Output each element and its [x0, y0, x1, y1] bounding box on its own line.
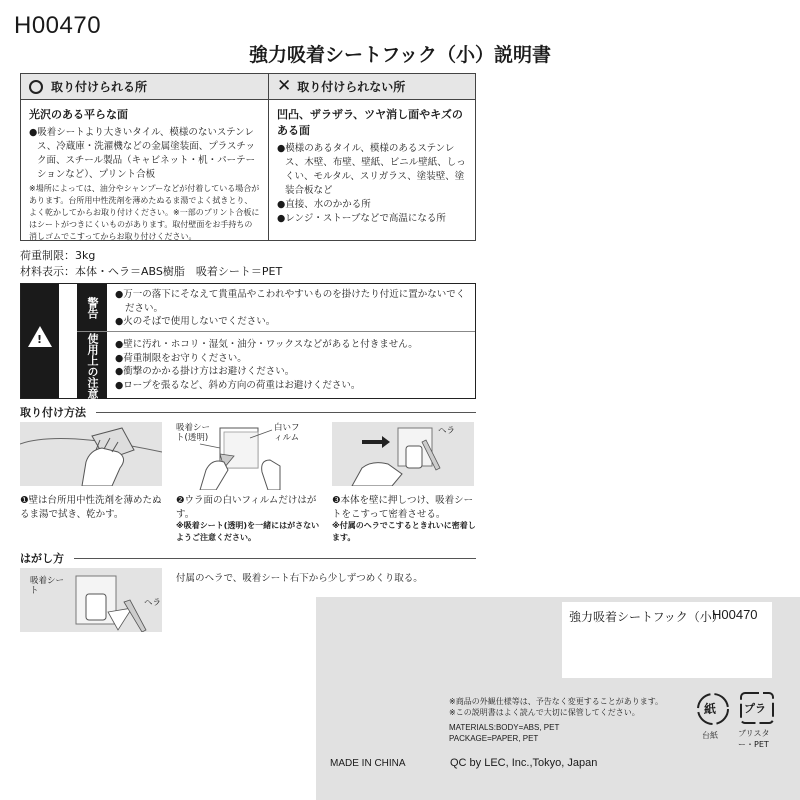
- caution-list: [115, 338, 469, 392]
- plastic-recycle-label: ブリスター・PET: [738, 729, 770, 749]
- install-heading-rule: [96, 412, 476, 413]
- ng-surfaces-header-text: 取り付けられない所: [297, 80, 406, 94]
- warning-divider: [77, 331, 475, 332]
- caution-item: ●荷重制限をお守りください。: [115, 352, 247, 364]
- ok-surfaces-header-text: 取り付けられる所: [51, 80, 148, 94]
- warning-list: [115, 288, 469, 329]
- caution-label: 使用上の注意: [77, 332, 107, 399]
- materials-en: MATERIALS:BODY=ABS, PET: [449, 723, 560, 732]
- circle-ok-icon: [29, 80, 43, 94]
- product-code: H00470: [14, 12, 102, 39]
- package-en: PACKAGE=PAPER, PET: [449, 734, 539, 743]
- ng-surface-item: ●模様のあるタイル、模様のあるステンレス、木壁、布壁、壁紙、ビニル壁紙、しっくい、モルタル、スリガラス、塗装壁、塗装合板など: [277, 143, 466, 196]
- removal-illustration: [20, 568, 162, 632]
- step1-illustration: [20, 422, 162, 486]
- removal-text: 付属のヘラで、吸着シート右下から少しずつめくり取る。: [176, 573, 423, 584]
- step2-note: ※吸着シート(透明)を一緒にはがさないようご注意ください。: [176, 521, 320, 542]
- removal-heading-rule: [74, 558, 476, 559]
- ng-surfaces-subheading: 凹凸、ザラザラ、ツヤ消し面やキズのある面: [277, 108, 463, 137]
- cross-ng-icon: ✕: [277, 76, 292, 96]
- package-note: ※この説明書はよく読んで大切に保管してください。: [449, 708, 640, 717]
- warning-box: [20, 283, 476, 399]
- load-limit: 荷重制限：3kg: [20, 249, 96, 262]
- warning-item: ●万一の落下にそなえて貴重品やこわれやすいものを掛けたり付近に置かないでください。: [115, 289, 466, 314]
- spatula-label: ヘラ: [438, 426, 456, 436]
- ok-surface-item: ●吸着シートより大きいタイル、模様のないステンレス、冷蔵庫・洗濯機などの金属塗装面、プラスチック面、スチール製品（キャビネット・机・パーテーションなど）、プリント合板: [29, 127, 256, 180]
- page-title: 強力吸着シートフック（小）説明書: [248, 44, 552, 66]
- removal-heading: はがし方: [20, 552, 64, 565]
- plastic-recycle-icon: [738, 690, 776, 726]
- ng-surface-item: ●直接、水のかかる所: [277, 199, 371, 210]
- step2-text: ❷ウラ面の白いフィルムだけはがす。: [176, 495, 317, 520]
- surfaces-table: [20, 73, 476, 241]
- ok-surfaces-header: [21, 74, 268, 100]
- step3-note: ※付属のヘラでこするときれいに密着します。: [332, 521, 476, 542]
- label-title: 強力吸着シートフック（小）: [569, 610, 724, 624]
- sheet-label: 吸着シート(透明): [176, 423, 211, 443]
- paper-mark-text: 紙: [704, 702, 717, 716]
- film-label: 白いフィルム: [274, 423, 300, 443]
- ng-surfaces-header: [269, 74, 475, 100]
- label-code: H00470: [712, 607, 758, 622]
- ng-surfaces-column: [269, 74, 475, 240]
- warning-sidebar: [21, 284, 59, 398]
- materials-spec: 材料表示：本体・ヘラ＝ABS樹脂 吸着シート＝PET: [20, 265, 283, 278]
- ok-surfaces-note: ※場所によっては、油分やシャンプーなどが付着している場合があります。台所用中性洗剤を薄めたぬるま湯でよく拭きとり、よく乾かしてからお取り付けください。※一部のプリント合板にはシートがつきにくいものがあります。取付壁面をお手持ちの消しゴムでこすってからお取り付けください。: [29, 184, 260, 241]
- caution-item: ●衝撃のかかる掛け方はお避けください。: [115, 366, 295, 377]
- made-in: MADE IN CHINA: [330, 758, 406, 769]
- hand-wiping-icon: [20, 422, 162, 486]
- plastic-mark-text: プラ: [744, 702, 766, 715]
- step3-text: ❸本体を壁に押しつけ、吸着シートをこすって密着させる。: [332, 495, 474, 520]
- paper-recycle-label: 台紙: [702, 731, 718, 740]
- warning-item: ●火のそばで使用しないでください。: [115, 316, 276, 327]
- product-label-box: [562, 602, 772, 678]
- paper-recycle-icon: [694, 690, 732, 728]
- removal-sheet-label: 吸着シート: [30, 576, 65, 596]
- caution-item: ●ロープを張るなど、斜め方向の荷重はお避けください。: [115, 379, 361, 391]
- removal-spatula-label: ヘラ: [144, 598, 162, 608]
- exclamation-icon: !: [37, 333, 43, 346]
- ok-surfaces-column: [21, 74, 269, 240]
- company: QC by LEC, Inc.,Tokyo, Japan: [450, 757, 598, 769]
- ng-surface-item: ●レンジ・ストーブなどで高温になる所: [277, 213, 446, 224]
- step1-text: ❶壁は台所用中性洗剤を薄めたぬるま湯で拭き、乾かす。: [20, 495, 162, 520]
- warning-label: 警告: [77, 284, 107, 331]
- step2-illustration: [176, 420, 316, 490]
- install-heading: 取り付け方法: [20, 406, 86, 419]
- package-note: ※商品の外観仕様等は、予告なく変更することがあります。: [449, 697, 664, 706]
- caution-item: ●壁に汚れ・ホコリ・湿気・油分・ワックスなどがあると付きません。: [115, 339, 418, 350]
- ok-surfaces-subheading: 光沢のある平らな面: [29, 108, 128, 121]
- step3-illustration: [332, 422, 474, 486]
